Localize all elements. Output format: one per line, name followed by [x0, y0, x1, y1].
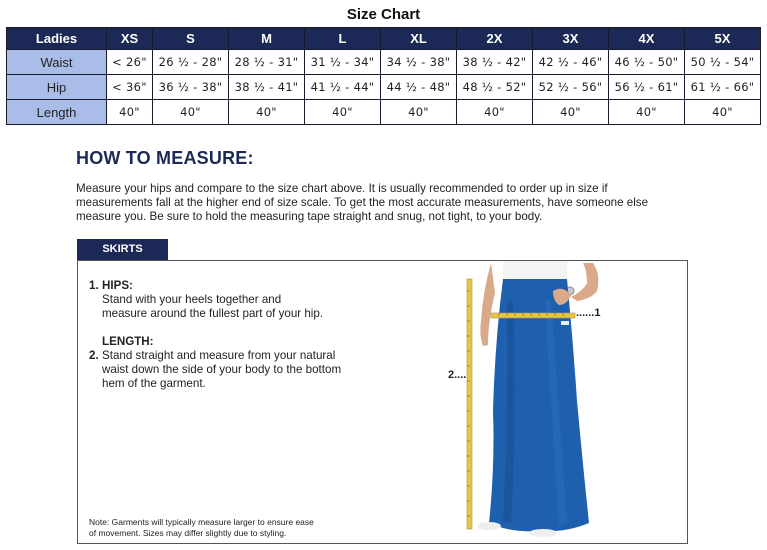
left-shoe: [477, 522, 501, 530]
garment-note: [89, 517, 349, 539]
step-2-line-1: Stand straight and measure from your natural: [102, 349, 336, 362]
table-cell: 56 ½ - 61": [609, 75, 685, 100]
measure-intro-text: Measure your hips and compare to the size chart above. It is usually recommended to order up in size if measurements fall at the higher end of size scale. To get the most accurate measurements, have someone else measure you. Be sure to hold the measuring tape straight and snug, not tight, to your body.: [76, 182, 649, 223]
step-2-heading: LENGTH:: [102, 335, 154, 348]
step-1-line-1: Stand with your heels together and: [102, 293, 282, 306]
header-size-xs: XS: [107, 28, 153, 50]
hip-measuring-tape: [491, 313, 575, 318]
table-cell: < 26": [107, 50, 153, 75]
header-size-m: M: [229, 28, 305, 50]
table-row-hip: [7, 75, 761, 100]
length-marker-label: 2....: [448, 369, 467, 381]
table-cell: < 36": [107, 75, 153, 100]
row-label-length: Length: [7, 100, 107, 125]
size-chart-title: Size Chart: [346, 6, 421, 23]
table-cell: 40": [107, 100, 153, 125]
header-size-l: L: [305, 28, 381, 50]
skirt-tag: [561, 321, 569, 325]
tab-skirts[interactable]: SKIRTS: [77, 239, 168, 260]
step-2-line-3: hem of the garment.: [102, 377, 206, 390]
header-size-s: S: [153, 28, 229, 50]
table-cell: 36 ½ - 38": [153, 75, 229, 100]
note-line-2: of movement. Sizes may differ slightly due to styling.: [89, 528, 287, 538]
step-1-heading: HIPS:: [102, 279, 133, 292]
table-cell: 26 ½ - 28": [153, 50, 229, 75]
right-shoe: [529, 529, 557, 537]
hip-marker-label: ......1: [576, 307, 601, 319]
white-top: [503, 261, 567, 281]
table-cell: 40": [305, 100, 381, 125]
table-cell: 40": [609, 100, 685, 125]
table-cell: 31 ½ - 34": [305, 50, 381, 75]
row-label-hip: Hip: [7, 75, 107, 100]
size-chart-table: [6, 27, 761, 125]
table-cell: 40": [533, 100, 609, 125]
table-cell: 61 ½ - 66": [685, 75, 761, 100]
right-arm: [571, 263, 598, 301]
table-cell: 40": [153, 100, 229, 125]
table-cell: 28 ½ - 31": [229, 50, 305, 75]
table-row-waist: [7, 50, 761, 75]
skirt-model-figure: [455, 261, 625, 543]
table-cell: 41 ½ - 44": [305, 75, 381, 100]
note-line-1: Note: Garments will typically measure larger to ensure ease: [89, 517, 314, 527]
table-cell: 38 ½ - 41": [229, 75, 305, 100]
header-size-xl: XL: [381, 28, 457, 50]
table-cell: 50 ½ - 54": [685, 50, 761, 75]
table-cell: 38 ½ - 42": [457, 50, 533, 75]
table-cell: 48 ½ - 52": [457, 75, 533, 100]
row-label-waist: Waist: [7, 50, 107, 75]
header-size-3x: 3X: [533, 28, 609, 50]
header-size-2x: 2X: [457, 28, 533, 50]
table-cell: 34 ½ - 38": [381, 50, 457, 75]
how-to-measure-heading: HOW TO MEASURE:: [76, 148, 254, 168]
header-size-5x: 5X: [685, 28, 761, 50]
vertical-measuring-tape: [467, 279, 472, 529]
size-header-row: [7, 28, 761, 50]
header-size-4x: 4X: [609, 28, 685, 50]
table-cell: 40": [229, 100, 305, 125]
table-cell: 42 ½ - 46": [533, 50, 609, 75]
left-arm: [480, 263, 495, 346]
table-cell: 44 ½ - 48": [381, 75, 457, 100]
table-cell: 40": [685, 100, 761, 125]
table-cell: 40": [457, 100, 533, 125]
table-cell: 52 ½ - 56": [533, 75, 609, 100]
table-cell: 40": [381, 100, 457, 125]
step-1-number: 1.: [89, 279, 99, 292]
header-ladies: Ladies: [7, 28, 107, 50]
step-2-line-2: waist down the side of your body to the bottom: [102, 363, 342, 376]
step-2-number: 2.: [89, 349, 99, 362]
table-cell: 46 ½ - 50": [609, 50, 685, 75]
step-1-line-2: measure around the fullest part of your hip.: [102, 307, 324, 320]
table-row-length: [7, 100, 761, 125]
